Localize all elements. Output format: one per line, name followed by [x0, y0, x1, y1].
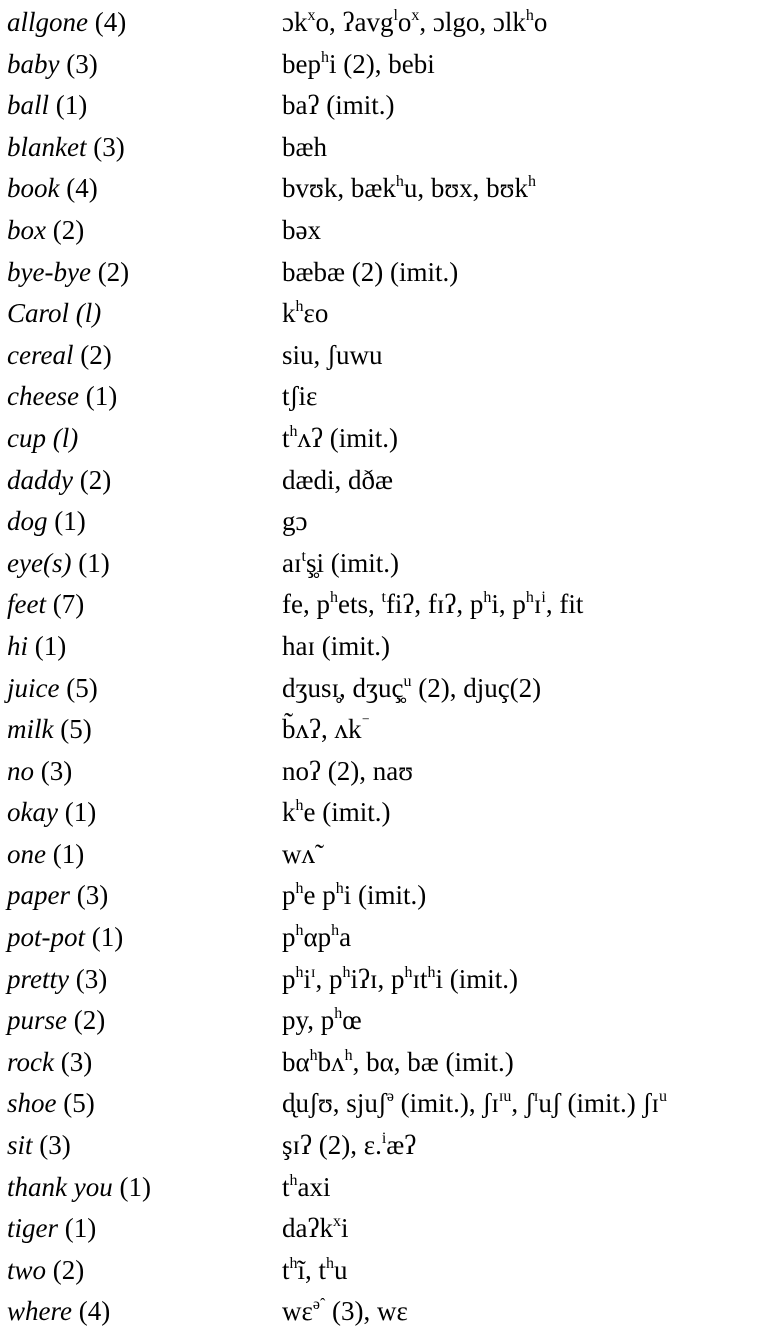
- gloss-word: box: [7, 214, 46, 245]
- form-text: t: [282, 1254, 290, 1285]
- superscript-diacritic: h: [326, 1254, 335, 1272]
- form-text: axi: [297, 1171, 331, 1202]
- superscript-diacritic: h: [334, 1005, 343, 1023]
- forms-cell: [282, 792, 390, 834]
- gloss-word: baby: [7, 48, 60, 79]
- gloss-word: feet: [7, 589, 46, 620]
- form-text: uʃ (imit.) ʃɪ: [538, 1088, 660, 1119]
- superscript-diacritic: ə: [386, 1088, 394, 1106]
- forms-cell: [282, 501, 307, 543]
- form-text: ş̥i (imit.): [305, 547, 399, 578]
- token-count: (1): [119, 1171, 151, 1202]
- superscript-diacritic: h: [483, 589, 492, 607]
- form-text: gɔ: [282, 506, 308, 537]
- superscript-diacritic: h: [427, 963, 436, 981]
- gloss-word: one: [7, 838, 46, 869]
- table-row: [0, 85, 767, 127]
- forms-cell: [282, 1291, 408, 1333]
- token-count: (4): [94, 7, 127, 37]
- form-text: ɪ: [533, 589, 542, 620]
- table-row: [0, 1042, 767, 1084]
- form-text: ɪt: [412, 963, 428, 994]
- form-text: ʌʔ (imit.): [297, 422, 398, 453]
- gloss-word: eye(s): [7, 547, 72, 578]
- gloss-word: pot-pot: [7, 922, 85, 953]
- form-text: k: [282, 298, 296, 329]
- token-count: (1): [91, 922, 124, 953]
- table-row: [0, 792, 767, 834]
- token-count: (2): [79, 464, 112, 495]
- form-text: bæh: [282, 131, 328, 162]
- table-row: [0, 543, 767, 585]
- form-text: dʒusɪ̥, dʒuç̥: [282, 672, 404, 703]
- word-cell: [7, 543, 110, 585]
- forms-cell: [282, 2, 547, 44]
- token-count: (1): [55, 90, 88, 121]
- word-cell: [7, 584, 84, 626]
- table-row: [0, 1208, 767, 1250]
- form-text: o: [397, 7, 412, 37]
- form-text: şɪʔ (2), ε.: [282, 1130, 382, 1161]
- table-row: [0, 1083, 767, 1125]
- form-text: p: [282, 922, 296, 953]
- form-text: wε: [282, 1296, 313, 1327]
- form-text: , p: [315, 963, 343, 994]
- table-row: [0, 709, 767, 751]
- forms-cell: [282, 959, 518, 1001]
- forms-cell: [282, 1000, 362, 1042]
- gloss-word: Carol (l): [7, 298, 102, 329]
- table-row: [0, 252, 767, 294]
- superscript-diacritic: ɪ: [311, 963, 316, 981]
- superscript-diacritic: h: [295, 298, 304, 316]
- word-cell: [7, 335, 112, 377]
- forms-cell: [282, 335, 383, 377]
- form-text: bəx: [282, 214, 321, 245]
- word-cell: [7, 668, 98, 710]
- form-text: (3), wε: [325, 1296, 408, 1327]
- superscript-diacritic: l: [393, 7, 398, 24]
- superscript-diacritic: ⁻: [361, 714, 370, 732]
- gloss-word: allgone: [7, 7, 88, 37]
- superscript-diacritic: x: [411, 7, 420, 24]
- form-text: ets,: [337, 589, 382, 620]
- word-form-table: [0, 2, 767, 1333]
- table-row: [0, 1125, 767, 1167]
- word-cell: [7, 917, 123, 959]
- form-text: p: [282, 963, 296, 994]
- table-row: [0, 501, 767, 543]
- superscript-diacritic: t: [301, 547, 306, 565]
- word-cell: [7, 626, 66, 668]
- token-count: (2): [80, 339, 112, 370]
- token-count: (2): [97, 256, 130, 287]
- token-count: (1): [85, 381, 118, 412]
- gloss-word: cheese: [7, 381, 79, 412]
- form-text: t: [282, 422, 290, 453]
- table-row: [0, 1000, 767, 1042]
- token-count: (1): [34, 630, 67, 661]
- form-text: t: [282, 1171, 290, 1202]
- table-row: [0, 1167, 767, 1209]
- word-cell: [7, 293, 101, 335]
- superscript-diacritic: h: [289, 1254, 298, 1272]
- table-row: [0, 2, 767, 44]
- word-cell: [7, 1000, 105, 1042]
- superscript-diacritic: h: [342, 963, 351, 981]
- table-row: [0, 959, 767, 1001]
- token-count: (4): [78, 1296, 111, 1327]
- form-text: ĩ, t: [297, 1254, 327, 1285]
- form-text: siu, ʃuwu: [282, 339, 383, 370]
- forms-cell: [282, 44, 435, 86]
- form-text: u, bʊx, bʊk: [403, 173, 528, 204]
- superscript-diacritic: u: [659, 1088, 668, 1106]
- forms-cell: [282, 875, 426, 917]
- superscript-diacritic: h: [295, 922, 304, 940]
- gloss-word: paper: [7, 880, 70, 911]
- superscript-diacritic: h: [289, 422, 298, 440]
- table-row: [0, 376, 767, 418]
- forms-cell: [282, 834, 315, 876]
- form-text: i: [340, 1213, 349, 1244]
- forms-cell: [282, 1167, 331, 1209]
- word-cell: [7, 959, 107, 1001]
- form-text: iʔɪ, p: [350, 963, 405, 994]
- form-text: wʌ̃: [282, 838, 315, 869]
- gloss-word: sit: [7, 1130, 33, 1161]
- token-count: (1): [52, 838, 85, 869]
- form-text: æʔ: [386, 1130, 417, 1161]
- form-text: i: [303, 963, 312, 994]
- word-cell: [7, 1250, 84, 1292]
- form-text: fe, p: [282, 589, 330, 620]
- form-text: py, p: [282, 1005, 335, 1036]
- forms-cell: [282, 1042, 514, 1084]
- gloss-word: cup (l): [7, 422, 79, 453]
- table-row: [0, 460, 767, 502]
- token-count: (3): [60, 1046, 93, 1077]
- form-text: b̃ʌʔ, ʌk: [282, 714, 362, 745]
- form-text: (imit.), ʃɪ: [393, 1088, 499, 1119]
- token-count: (1): [54, 506, 86, 537]
- table-row: [0, 210, 767, 252]
- word-cell: [7, 376, 117, 418]
- token-count: (5): [60, 714, 92, 745]
- superscript-diacritic: h: [329, 589, 338, 607]
- word-cell: [7, 44, 98, 86]
- forms-cell: [282, 584, 583, 626]
- token-count: (5): [66, 672, 98, 703]
- forms-cell: [282, 1083, 667, 1125]
- form-text: haɪ (imit.): [282, 630, 390, 661]
- form-text: ɔk: [282, 7, 308, 37]
- form-text: bæbæ (2) (imit.): [282, 256, 459, 287]
- superscript-diacritic: x: [332, 1213, 341, 1231]
- form-text: e p: [303, 880, 336, 911]
- table-row: [0, 127, 767, 169]
- superscript-diacritic: h: [525, 589, 534, 607]
- forms-cell: [282, 1208, 348, 1250]
- form-text: , ʃ: [511, 1088, 534, 1119]
- word-cell: [7, 709, 92, 751]
- table-row: [0, 668, 767, 710]
- form-text: o, ʔavg: [315, 7, 394, 37]
- form-text: i (2), bebi: [328, 48, 435, 79]
- form-text: , ɔlgo, ɔlk: [419, 7, 526, 37]
- word-cell: [7, 2, 126, 44]
- form-text: i (imit.): [343, 880, 427, 911]
- form-text: œ: [342, 1005, 362, 1036]
- form-text: d̨uʃʊ, sjuʃ: [282, 1088, 387, 1119]
- superscript-diacritic: h: [295, 797, 304, 815]
- forms-cell: [282, 668, 541, 710]
- form-text: noʔ (2), naʊ: [282, 755, 414, 786]
- table-row: [0, 418, 767, 460]
- superscript-diacritic: h: [525, 7, 534, 24]
- gloss-word: where: [7, 1296, 72, 1327]
- form-text: e (imit.): [303, 797, 391, 828]
- token-count: (1): [64, 797, 97, 828]
- token-count: (3): [75, 963, 108, 994]
- table-row: [0, 1250, 767, 1292]
- table-row: [0, 168, 767, 210]
- gloss-word: book: [7, 173, 60, 204]
- forms-cell: [282, 460, 393, 502]
- form-text: baʔ (imit.): [282, 90, 395, 121]
- superscript-diacritic: h: [527, 173, 536, 191]
- gloss-word: thank you: [7, 1171, 113, 1202]
- word-cell: [7, 501, 86, 543]
- form-text: , fit: [545, 589, 584, 620]
- form-text: u: [334, 1254, 348, 1285]
- table-row: [0, 917, 767, 959]
- table-row: [0, 626, 767, 668]
- superscript-diacritic: h: [309, 1046, 318, 1064]
- forms-cell: [282, 751, 413, 793]
- word-cell: [7, 1125, 71, 1167]
- gloss-word: juice: [7, 672, 60, 703]
- superscript-diacritic: ɪu: [498, 1088, 512, 1106]
- forms-cell: [282, 376, 317, 418]
- form-text: bvʊk, bæk: [282, 173, 396, 204]
- superscript-diacritic: t: [381, 589, 386, 607]
- token-count: (2): [52, 1254, 85, 1285]
- superscript-diacritic: ɪ: [533, 1088, 539, 1106]
- word-cell: [7, 834, 84, 876]
- token-count: (2): [73, 1005, 106, 1036]
- table-row: [0, 1291, 767, 1333]
- form-text: k: [282, 797, 296, 828]
- superscript-diacritic: h: [404, 963, 413, 981]
- word-cell: [7, 252, 129, 294]
- token-count: (2): [52, 214, 85, 245]
- gloss-word: dog: [7, 506, 48, 537]
- token-count: (3): [66, 48, 98, 79]
- table-row: [0, 293, 767, 335]
- word-cell: [7, 168, 98, 210]
- token-count: (3): [39, 1130, 71, 1161]
- gloss-word: purse: [7, 1005, 67, 1036]
- forms-cell: [282, 709, 370, 751]
- form-text: o: [533, 7, 548, 37]
- gloss-word: shoe: [7, 1088, 57, 1119]
- superscript-diacritic: h: [295, 963, 304, 981]
- form-text: , bα, bæ (imit.): [352, 1046, 514, 1077]
- forms-cell: [282, 85, 394, 127]
- superscript-diacritic: u: [403, 672, 412, 690]
- word-cell: [7, 85, 87, 127]
- form-text: fiʔ, fɪʔ, p: [385, 589, 484, 620]
- form-text: bα: [282, 1046, 310, 1077]
- word-cell: [7, 751, 72, 793]
- superscript-diacritic: h: [395, 173, 404, 191]
- form-text: εo: [303, 298, 329, 329]
- word-cell: [7, 127, 125, 169]
- table-row: [0, 751, 767, 793]
- gloss-word: rock: [7, 1046, 54, 1077]
- superscript-diacritic: h: [344, 1046, 353, 1064]
- gloss-word: bye-bye: [7, 256, 91, 287]
- forms-cell: [282, 168, 536, 210]
- form-text: a: [339, 922, 352, 953]
- gloss-word: tiger: [7, 1213, 58, 1244]
- token-count: (1): [64, 1213, 97, 1244]
- table-row: [0, 875, 767, 917]
- superscript-diacritic: i: [541, 589, 546, 607]
- forms-cell: [282, 1250, 348, 1292]
- word-cell: [7, 1083, 95, 1125]
- form-text: aɪ: [282, 547, 302, 578]
- word-cell: [7, 460, 111, 502]
- gloss-word: okay: [7, 797, 58, 828]
- token-count: (5): [63, 1088, 95, 1119]
- token-count: (3): [40, 755, 73, 786]
- word-cell: [7, 418, 78, 460]
- gloss-word: two: [7, 1254, 47, 1285]
- superscript-diacritic: h: [295, 880, 304, 898]
- form-text: bep: [282, 48, 321, 79]
- superscript-diacritic: h: [331, 922, 340, 940]
- gloss-word: cereal: [7, 339, 74, 370]
- forms-cell: [282, 127, 327, 169]
- forms-cell: [282, 252, 458, 294]
- forms-cell: [282, 1125, 416, 1167]
- table-row: [0, 834, 767, 876]
- form-text: bʌ: [317, 1046, 345, 1077]
- superscript-diacritic: i: [381, 1130, 387, 1148]
- gloss-word: hi: [7, 630, 29, 661]
- token-count: (3): [76, 880, 109, 911]
- form-text: (2), djuç(2): [411, 672, 542, 703]
- word-cell: [7, 1042, 92, 1084]
- form-text: i (imit.): [435, 963, 518, 994]
- token-count: (7): [52, 589, 85, 620]
- token-count: (4): [66, 173, 98, 204]
- token-count: (1): [78, 547, 110, 578]
- form-text: p: [282, 880, 296, 911]
- form-text: tʃiε: [282, 381, 318, 412]
- forms-cell: [282, 917, 351, 959]
- gloss-word: no: [7, 755, 34, 786]
- gloss-word: pretty: [7, 963, 69, 994]
- word-cell: [7, 1291, 110, 1333]
- superscript-diacritic: h: [320, 48, 329, 66]
- superscript-diacritic: əˆ: [312, 1296, 326, 1314]
- superscript-diacritic: x: [307, 7, 316, 24]
- forms-cell: [282, 543, 399, 585]
- form-text: i, p: [491, 589, 526, 620]
- gloss-word: daddy: [7, 464, 73, 495]
- superscript-diacritic: h: [335, 880, 344, 898]
- superscript-diacritic: h: [289, 1171, 298, 1189]
- word-cell: [7, 210, 84, 252]
- form-text: αp: [303, 922, 332, 953]
- word-cell: [7, 875, 108, 917]
- table-row: [0, 44, 767, 86]
- gloss-word: ball: [7, 90, 50, 121]
- form-text: daʔk: [282, 1213, 333, 1244]
- word-cell: [7, 792, 96, 834]
- form-text: dædi, dðæ: [282, 464, 394, 495]
- forms-cell: [282, 210, 321, 252]
- word-cell: [7, 1208, 96, 1250]
- table-row: [0, 584, 767, 626]
- word-cell: [7, 1167, 151, 1209]
- forms-cell: [282, 418, 398, 460]
- gloss-word: milk: [7, 714, 54, 745]
- table-row: [0, 335, 767, 377]
- gloss-word: blanket: [7, 131, 87, 162]
- forms-cell: [282, 293, 328, 335]
- forms-cell: [282, 626, 390, 668]
- token-count: (3): [93, 131, 125, 162]
